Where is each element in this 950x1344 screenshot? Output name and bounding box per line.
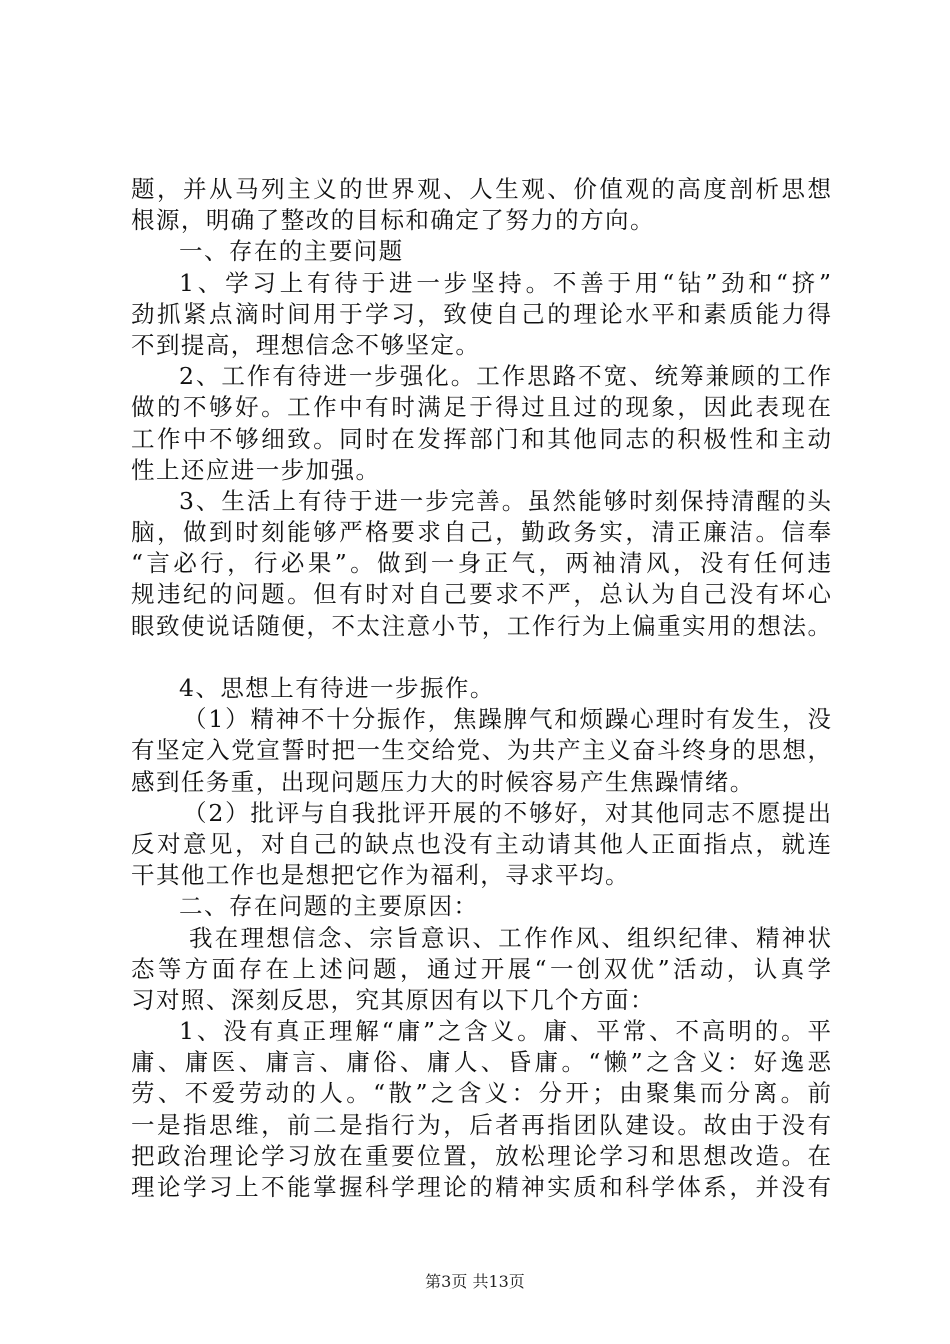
- text-line: 劳、不爱劳动的人。“散”之含义：分开；由聚集而分离。前: [131, 1079, 831, 1108]
- text-line: 感到任务重，出现问题压力大的时候容易产生焦躁情绪。: [131, 767, 755, 796]
- paragraph-start: 1、没有真正理解“庸”之含义。庸、平常、不高明的。平: [179, 1017, 831, 1046]
- paragraph-start: 1、学习上有待于进一步坚持。不善于用“钻”劲和“挤”: [179, 268, 831, 297]
- text-line: 根源，明确了整改的目标和确定了努力的方向。: [131, 206, 655, 235]
- text-line: 态等方面存在上述问题，通过开展“一创双优”活动，认真学: [131, 954, 831, 983]
- text-line: 不到提高，理想信念不够坚定。: [131, 330, 481, 359]
- page-number-footer: 第3页 共13页: [425, 1272, 525, 1291]
- text-line: 性上还应进一步加强。: [131, 455, 381, 484]
- text-line: 习对照、深刻反思，究其原因有以下几个方面：: [131, 985, 655, 1014]
- text-line: 题，并从马列主义的世界观、人生观、价值观的高度剖析思想: [131, 175, 831, 203]
- text-line: 做的不够好。工作中有时满足于得过且过的现象，因此表现在: [131, 393, 831, 422]
- text-line: 眼致使说话随便，不太注意小节，工作行为上偏重实用的想法。: [131, 611, 831, 640]
- document-body: [131, 174, 831, 1203]
- text-line: 干其他工作也是想把它作为福利，寻求平均。: [131, 861, 630, 890]
- text-line: “言必行，行必果”。做到一身正气，两袖清风，没有任何违: [131, 549, 831, 578]
- text-line: 庸、庸医、庸言、庸俗、庸人、昏庸。“懒”之含义：好逸恶: [131, 1048, 831, 1077]
- text-line: 反对意见，对自己的缺点也没有主动请其他人正面指点，就连: [131, 829, 831, 858]
- paragraph-start: 我在理想信念、宗旨意识、工作作风、组织纪律、精神状: [189, 923, 831, 952]
- text-line: 脑，做到时刻能够严格要求自己，勤政务实，清正廉洁。信奉: [131, 518, 831, 547]
- blank-line: [131, 642, 831, 673]
- text-line: 有坚定入党宣誓时把一生交给党、为共产主义奋斗终身的思想，: [131, 736, 831, 765]
- paragraph-start: 3、生活上有待于进一步完善。虽然能够时刻保持清醒的头: [179, 486, 831, 515]
- text-line: 工作中不够细致。同时在发挥部门和其他同志的积极性和主动: [131, 424, 831, 453]
- paragraph-start: 2、工作有待进一步强化。工作思路不宽、统筹兼顾的工作: [179, 362, 831, 391]
- text-line: 劲抓紧点滴时间用于学习，致使自己的理论水平和素质能力得: [131, 299, 831, 328]
- text-line: 规违纪的问题。但有时对自己要求不严，总认为自己没有坏心: [131, 580, 831, 609]
- text-line: 理论学习上不能掌握科学理论的精神实质和科学体系，并没有: [131, 1173, 831, 1201]
- paragraph-start: （2）批评与自我批评开展的不够好，对其他同志不愿提出: [183, 798, 831, 827]
- section-heading: 一、存在的主要问题: [179, 237, 404, 266]
- text-line: 把政治理论学习放在重要位置，放松理论学习和思想改造。在: [131, 1141, 831, 1170]
- paragraph-start: 4、思想上有待进一步振作。: [179, 674, 495, 702]
- paragraph-start: （1）精神不十分振作，焦躁脾气和烦躁心理时有发生，没: [183, 705, 831, 734]
- text-line: 一是指思维，前二是指行为，后者再指团队建设。故由于没有: [131, 1110, 831, 1139]
- section-heading: 二、存在问题的主要原因：: [179, 892, 479, 921]
